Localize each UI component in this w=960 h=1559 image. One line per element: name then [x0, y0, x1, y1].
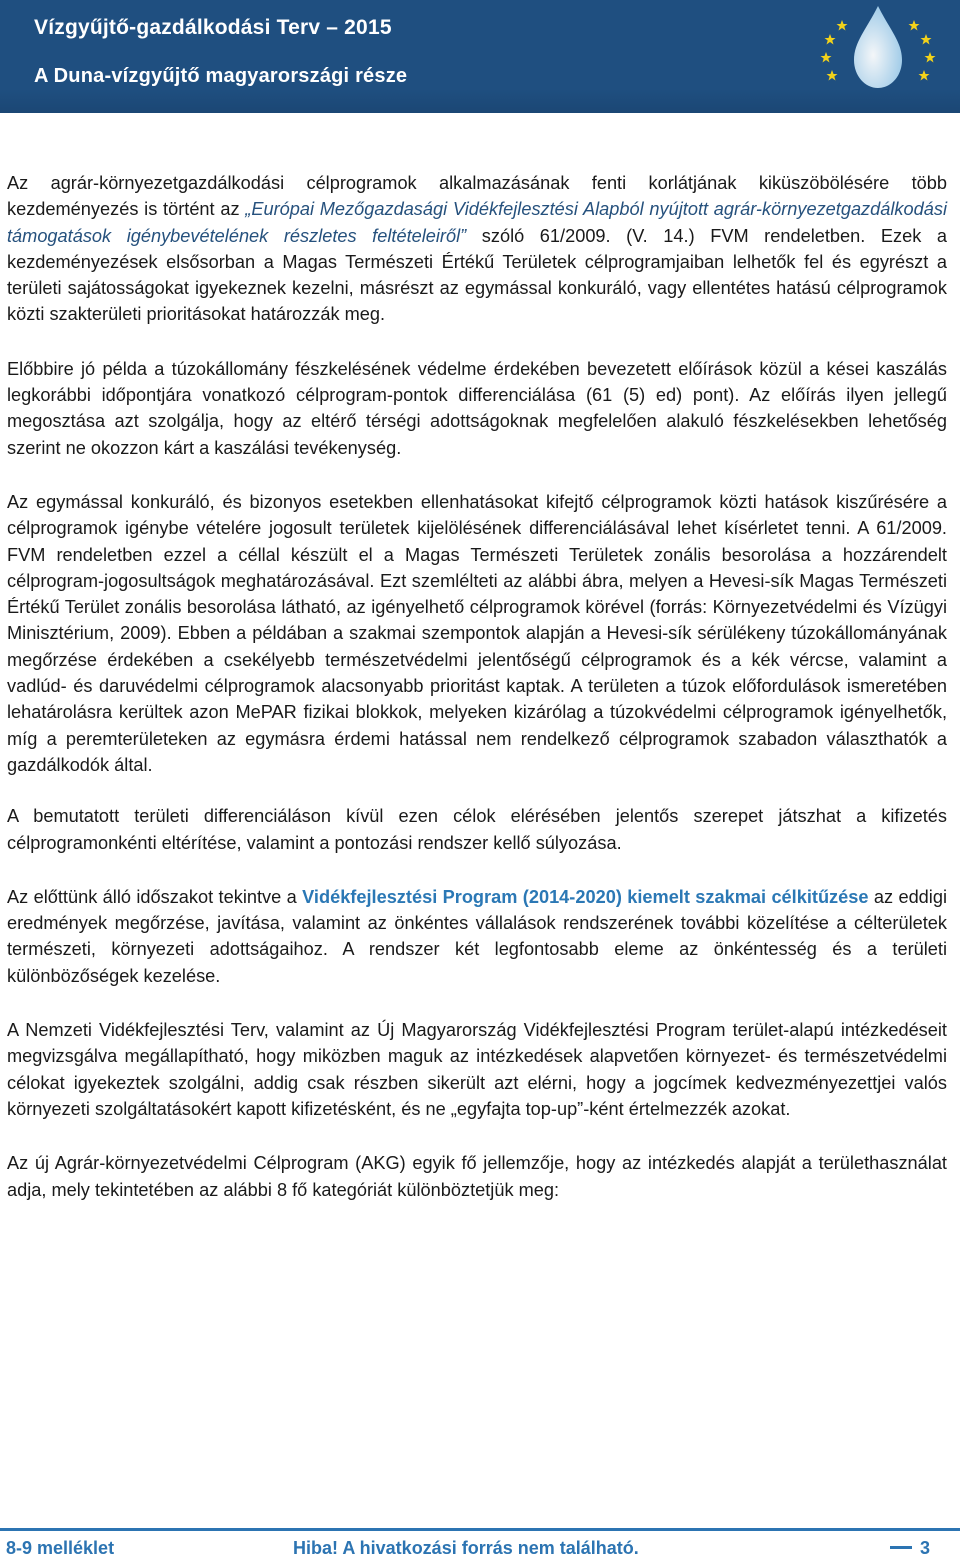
paragraph-1-regulation-title: „Európai Mezőgazdasági Vidékfejlesztési Alapból nyújtott agrár-környezetgazdálkodási támogatások igénybevételének részletes feltételeiről”	[7, 199, 947, 246]
paragraph-6: A Nemzeti Vidékfejlesztési Terv, valamint az Új Magyarország Vidékfejlesztési Program terület-alapú intézkedéseit megvizsgálva megállapítható, hogy miközben maguk az intézkedések alapvetően környezet- és természetvédelmi célokat igyekeztek szolgálni, addig csak részben sikerült azt elérni, hogy a jogcímek kedvezményezettjei valós környezeti szolgáltatásokért kapott kifizetésként, és ne „egyfajta top-up”-ként értelmezzék azokat.	[7, 1020, 947, 1119]
header-subtitle: A Duna-vízgyűjtő magyarországi része	[34, 65, 408, 87]
footer-page-number	[890, 1538, 930, 1559]
header-title: Vízgyűjtő-gazdálkodási Terv – 2015	[34, 16, 392, 39]
paragraph-4: A bemutatott területi differenciáláson kívül ezen célok elérésében jelentős szerepet játszhat a kifizetés célprogramonkénti eltérítése, valamint a pontozási rendszer kellő súlyozása.	[7, 806, 947, 853]
footer-reference-error: Hiba! A hivatkozási forrás nem található.	[293, 1538, 639, 1558]
paragraph-5	[7, 884, 947, 989]
paragraph-5-highlight: Vidékfejlesztési Program (2014-2020) kiemelt szakmai célkitűzése	[302, 886, 869, 907]
paragraph-3: Az egymással konkuráló, és bizonyos esetekben ellenhatásokat kifejtő célprogramok közti hatások kiszűrésére a célprogramok igénybe vételére jogosult területek kijelölésének differenciálásával lehet kísérletet tenni. A 61/2009. FVM rendeletben ezzel a céllal készült el a Magas Természeti Területek zonális besorolása a hozzárendelt célprogram-jogosultságok meghatározásával. Ezt szemlélteti az alábbi ábra, melyen a Hevesi-sík Magas Természeti Értékű Terület zonális besorolása látható, az igényelhető célprogramok körével (forrás: Környezetvédelmi és Vízügyi Minisztérium, 2009). Ebben a példában a szakmai szempontok alapján a Hevesi-sík sérülékeny túzokállományának megőrzése érdekében a csekélyebb természetvédelmi jelentőségű célprogramok és a kék vércse, valamint a vadlúd- és daruvédelmi célprogramok alacsonyabb prioritást kaptak. A területen a túzok előfordulások ismeretében lehatárolásra kerültek azon MePAR fizikai blokkok, melyeken kizárólag a túzokvédelmi célprogramok igényelhetők, míg a peremterületeken az egymásra érdemi hatással nem rendelkező célprogramok szabadon választhatók a gazdálkodók által.	[7, 491, 947, 775]
paragraph-1-text-c: szóló 61/2009. (V. 14.) FVM rendeletben. Ezek a kezdeményezések elsősorban a Magas Természeti Értékű Területek célprogramjaiban lelhetők fel és egyrészt a területi sajátosságokat igyekeznek kezelni, másrészt az egymással konkuráló, vagy ellentétes hatású célprogramok közti szakterületi prioritásokat határozzák meg.	[7, 225, 947, 325]
paragraph-7: Az új Agrár-környezetvédelmi Célprogram (AKG) egyik fő jellemzője, hogy az intézkedés alapját a területhasználat adja, mely tekintetében az alábbi 8 fő kategóriát különböztetjük meg:	[7, 1153, 947, 1200]
paragraph-2: Előbbire jó példa a túzokállomány fészkelésének védelme érdekében bevezetett előírások közül a kései kaszálás legkorábbi időpontjára vonatkozó célprogram-pontok differenciálása (61 (5) ed) pont). Az előírás ilyen jellegű megosztása azt szolgálja, hogy az eltérő térségi adottságoknak megfelelően alakuló fészkelésekben lehetőség szerint ne okozzon kárt a kaszálási tevékenység.	[7, 358, 947, 458]
paragraph-1	[7, 170, 947, 328]
footer-dash-icon	[890, 1546, 912, 1549]
footer-annex-label: 8-9 melléklet	[6, 1538, 115, 1558]
paragraph-5-text-a: Az előttünk álló időszakot tekintve a	[7, 886, 303, 907]
paragraph-1-text-a: Az agrár-környezetgazdálkodási célprogramok alkalmazásának fenti korlátjának kiküszöbölésére több kezdeményezés is történt az	[7, 173, 947, 220]
document-header	[0, 0, 960, 113]
paragraph-5-text-c: az eddigi eredmények megőrzése, javítása, valamint az önkéntes vállalások rendszerének további közelítése a célterületek természeti, környezeti adottságaihoz. A rendszer két legfontosabb eleme az önkéntesség és a területi különbözőségek kezelése.	[7, 886, 947, 986]
document-body	[7, 170, 947, 1203]
water-drop-eu-stars-logo-icon	[796, 0, 960, 100]
page-number: 3	[919, 1538, 930, 1558]
document-footer	[0, 1528, 960, 1559]
